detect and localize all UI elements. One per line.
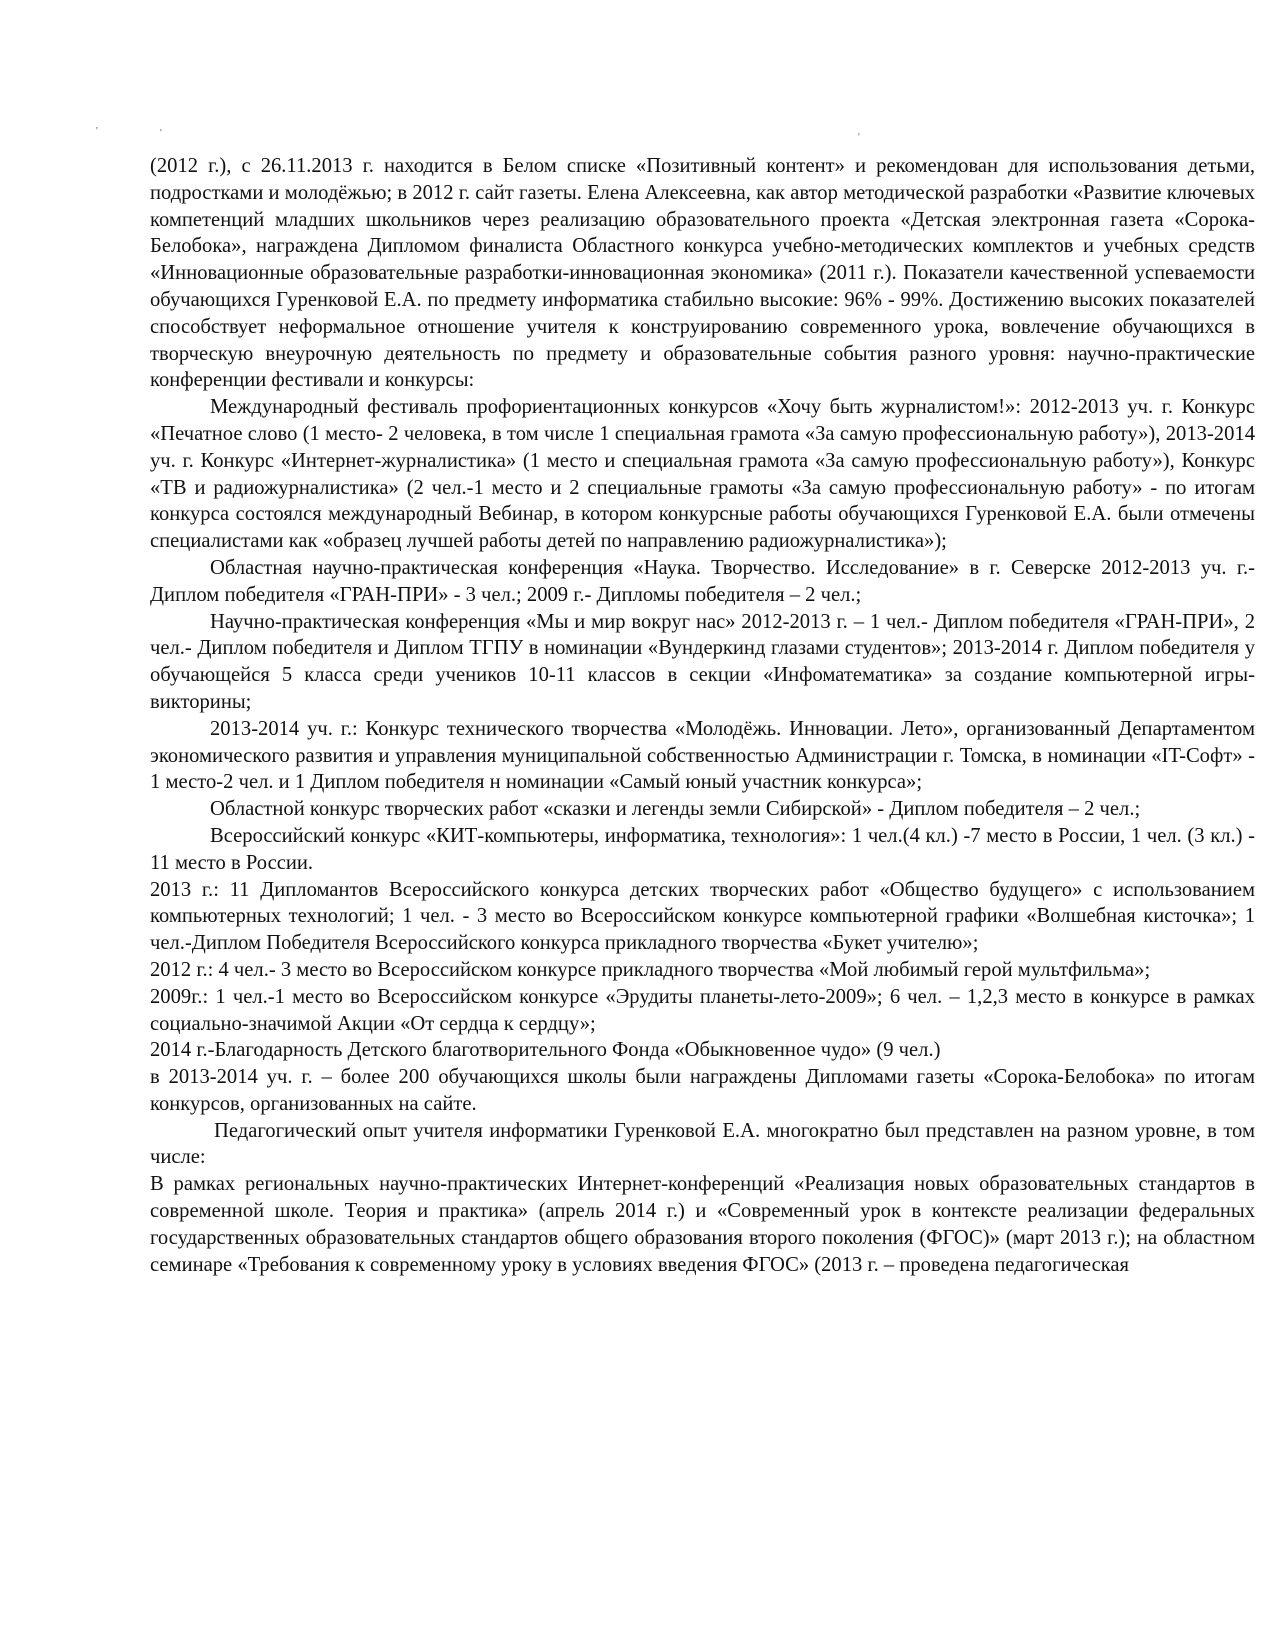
paragraph-2009-awards: 2009г.: 1 чел.-1 место во Всероссийском конкурсе «Эрудиты планеты-лето-2009»; 6 чел. – 1,2,3 место в конкурсе в рамках социально-значимой Акции «От сердца к сердцу»; xyxy=(150,985,1255,1035)
paragraph-2013-awards: 2013 г.: 11 Дипломантов Всероссийского конкурса детских творческих работ «Общество будущего» с использованием компьютерных технологий; 1 чел. - 3 место во Всероссийском конкурсе компьютерной графики «Волшебная кисточка»; 1 чел.-Диплом Победителя Всероссийского конкурса прикладного творчества «Букет учителю»; xyxy=(150,878,1255,955)
paragraph-regional-conferences: В рамках региональных научно-практических Интернет-конференций «Реализация новых образовательных стандартов в современной школе. Теория и практика» (апрель 2014 г.) и «Современный урок в контексте реализации федеральных государственных образовательных стандартов общего образования второго поколения (ФГОС)» (март 2013 г.); на областном семинаре «Требования к современному уроку в условиях введения ФГОС» (2013 г. – проведена педагогическая xyxy=(150,1173,1255,1276)
scan-speck: ' xyxy=(160,128,162,139)
paragraph-2012-awards: 2012 г.: 4 чел.- 3 место во Всероссийском конкурсе прикладного творчества «Мой любимый герой мультфильма»; xyxy=(150,958,1151,981)
paragraph-teaching-experience: Педагогический опыт учителя информатики Гуренковой Е.А. многократно был представлен на разном уровне, в том числе: xyxy=(150,1119,1255,1169)
paragraph-site-diplomas: в 2013-2014 уч. г. – более 200 обучающихся школы были награждены Дипломами газеты «Сорока-Белобока» по итогам конкурсов, организованных на сайте. xyxy=(150,1066,1255,1115)
paragraph-seversk-conference: Областная научно-практическая конференция «Наука. Творчество. Исследование» в г. Северске 2012-2013 уч. г.- Диплом победителя «ГРАН-ПРИ» - 3 чел.; 2009 г.- Дипломы победителя – 2 чел.; xyxy=(150,556,1255,606)
paragraph-website-status: (2012 г.), с 26.11.2013 г. находится в Белом списке «Позитивный контент» и рекомендован для использования детьми, подростками и молодёжью; в 2012 г. сайт газеты. Елена Алексеевна, как автор методической разработки «Развитие ключевых компетенций младших школьников через реализацию образовательного проекта «Детская электронная газета «Сорока-Белобока», награждена Дипломом финалиста Областного конкурса учебно-методических комплектов и учебных средств «Инновационные образовательные разработки-инновационная экономика» (2011 г.). Показатели качественной успеваемости обучающихся Гуренковой Е.А. по предмету информатика стабильно высокие: 96% - 99%. Достижению высоких показателей способствует неформальное отношение учителя к конструированию современного урока, вовлечение обучающихся в творческую внеурочную деятельность по предмету и образовательные события разного уровня: научно-практические конференции фестивали и конкурсы: xyxy=(150,155,1255,392)
paragraph-world-around-conference: Научно-практическая конференция «Мы и мир вокруг нас» 2012-2013 г. – 1 чел.- Диплом победителя «ГРАН-ПРИ», 2 чел.- Диплом победителя и Диплом ТГПУ в номинации «Вундеркинд глазами студентов»; 2013-2014 г. Диплом победителя у обучающейся 5 класса среди учеников 10-11 классов в секции «Инфоматематика» за создание компьютерной игры-викторины; xyxy=(150,610,1255,713)
paragraph-kit-contest: Всероссийский конкурс «КИТ-компьютеры, информатика, технология»: 1 чел.(4 кл.) -7 место в России, 1 чел. (3 кл.) - 11 место в России. xyxy=(150,824,1255,874)
paragraph-siberian-tales-contest: Областной конкурс творческих работ «сказки и легенды земли Сибирской» - Диплом победителя – 2 чел.; xyxy=(210,798,1141,821)
scan-speck: ' xyxy=(96,126,98,137)
scan-speck: ' xyxy=(858,132,860,143)
paragraph-technical-contest: 2013-2014 уч. г.: Конкурс технического творчества «Молодёжь. Инновации. Лето», организованный Департаментом экономического развития и управления муниципальной собственностью Администрации г. Томска, в номинации «IT-Софт» - 1 место-2 чел. и 1 Диплом победителя н номинации «Самый юный участник конкурса»; xyxy=(150,717,1255,794)
paragraph-journalism-festival: Международный фестиваль профориентационных конкурсов «Хочу быть журналистом!»: 2012-2013 уч. г. Конкурс «Печатное слово (1 место- 2 человека, в том числе 1 специальная грамота «За самую профессиональную работу»), 2013-2014 уч. г. Конкурс «Интернет-журналистика» (1 место и специальная грамота «За самую профессиональную работу»), Конкурс «ТВ и радиожурналистика» (2 чел.-1 место и 2 специальные грамоты «За самую профессиональную работу» - по итогам конкурса состоялся международный Вебинар, в котором конкурсные работы обучающихся Гуренковой Е.А. были отмечены специалистами как «образец лучшей работы детей по направлению радиожурналистика»); xyxy=(150,396,1255,553)
paragraph-2014-gratitude: 2014 г.-Благодарность Детского благотворительного Фонда «Обыкновенное чудо» (9 чел.) xyxy=(150,1039,941,1062)
document-page xyxy=(150,153,1255,1278)
